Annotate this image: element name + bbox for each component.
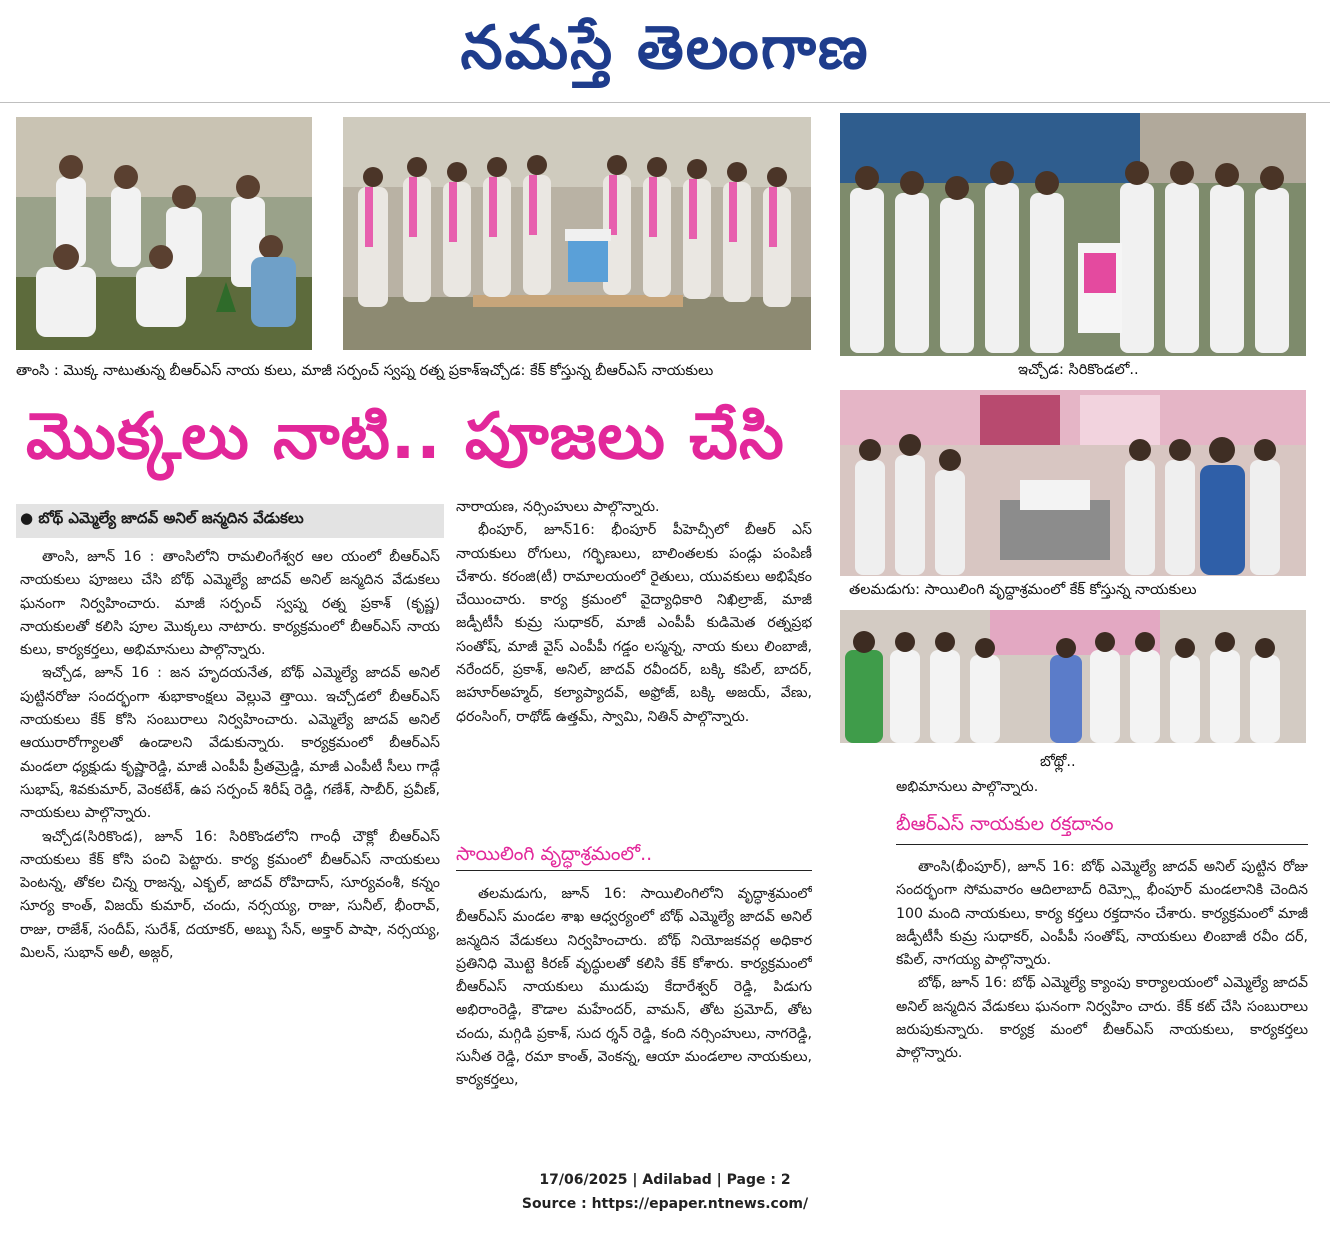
paragraph: తలమడుగు, జూన్ 16: సాయిలింగిలోని వృద్ధాశ్రమంలో బీఆర్ఎస్ మండల శాఖ ఆధ్వర్యంలో బోథ్ ఎమ్మెల్యే జాదవ్ అనిల్ జన్మదిన వేడుకలు నిర్వహించారు. బోథ్ నియోజకవర్గ అధికార ప్రతినిధి మొట్టె కిరణ్ వృద్ధులతో కలిసి కేక్ కోశారు. కార్యక్రమంలో బీఆర్ఎస్ నాయకులు ముడుపు కేదారేశ్వర్ రెడ్డి, పిడుగు అభిరాంరెడ్డి, కౌడాల మహేందర్, వామన్, తోట ప్రమోద్, తోట చందు, మగ్గిడి ప్రకాశ్, సుద ర్శన్ రెడ్డి, కంది నర్సింహులు, నాగరెడ్డి, సునీత రెడ్డి, రమా కాంత్, వెంకన్న, ఆయా మండలాల నాయకులు, కార్యకర్తలు, (456, 886, 812, 1089)
paragraph: ఇచ్చోడ(సిరికొండ), జూన్ 16: సిరికొండలోని గాంధీ చౌక్లో బీఆర్ఎస్ నాయకులు కేక్ కోసి పంచి పెట్టారు. కార్య క్రమంలో బీఆర్ఎస్ నాయకులు పెంటన్న, తోకల చిన్న రాజన్న, ఎక్బల్, జాదవ్ రోహిదాస్, సూర్యవంశీ, కన్నం సూర్య కాంత్, విజయ్ కుమార్, చందు, నర్సయ్య, రాజు, సునీల్, భీంరావ్, రాజు, రాజేశ్, సందీప్, సురేశ్, దయాకర్, అబ్బు సేన్, అక్తార్ పాషా, నర్సయ్య, మిలన్, సుభాన్ అలీ, అజ్గర్, (20, 828, 440, 962)
paragraph: అభిమానులు పాల్గొన్నారు. (896, 779, 1039, 795)
masthead (0, 0, 1330, 100)
subheading-sailingi: సాయిలింగి వృద్ధాశ్రమంలో.. (456, 843, 653, 865)
boath-caption: బోథ్లో.. (1040, 754, 1076, 770)
article-column-3b (896, 856, 1308, 1136)
sirikonda-gathering-photo (840, 113, 1306, 356)
paragraph: భీంపూర్, జూన్16: భీంపూర్ పీహెచ్సీలో బీఆర్ ఎస్ నాయకులు రోగులు, గర్భిణులు, బాలింతలకు పండ్లు పంపిణీ చేశారు. కరంజి(టీ) రామాలయంలో రైతులు, యువకులు అభిషేకం చేయించారు. కార్య క్రమంలో వైద్యాధికారి నిఖిల్రాజ్, మాజీ జడ్పీటీసీ కుమ్ర సుధాకర్, మాజీ ఎంపీపీ కుడిమెత రత్నప్రభ సంతోష్, మాజీ వైస్ ఎంపీపీ గడ్డం లస్మన్న, నాయ కులు లింబాజీ, నరేందర్, ప్రకాశ్, అనిల్, జాదవ్ రవీందర్, బక్కి కపిల్, బాదర్, జహూర్అహ్మద్, కల్యాప్యాదవ్, అఫ్రోజ్, బక్కి అజయ్, వేణు, ధరంసింగ్, రాథోడ్ ఉత్తమ్, స్వామి, నితిన్ పాల్గొన్నారు. (456, 522, 812, 725)
paragraph: బోథ్, జూన్ 16: బోథ్ ఎమ్మెల్యే క్యాంపు కార్యాలయంలో ఎమ్మెల్యే జాదవ్ అనిల్ జన్మదిన వేడుకలు ఘనంగా నిర్వహిం చారు. కేక్ కట్ చేసి సంబురాలు జరుపుకున్నారు. కార్యక్ర మంలో బీఆర్ఎస్ నాయకులు, కార్యకర్తలు పాల్గొన్నారు. (896, 975, 1308, 1062)
talamadugu-caption: తలమడుగు: సాయిలింగి వృద్ధాశ్రమంలో కేక్ కోస్తున్న నాయకులు (849, 582, 1197, 598)
article-column-2a (456, 496, 812, 836)
headline: మొక్కలు నాటి.. పూజలు చేసి (26, 400, 785, 474)
tree-planting-photo (16, 117, 312, 350)
footer-source: Source : https://epaper.ntnews.com/ (521, 1196, 809, 1212)
article-column-2b (456, 883, 812, 1143)
article-column-1 (20, 546, 440, 1146)
sirikonda-caption: ఇచ్చోడ: సిరికొండలో.. (1018, 362, 1139, 378)
footer-date-edition: 17/06/2025 | Adilabad | Page : 2 (539, 1172, 791, 1188)
kicker-text: బోథ్ ఎమ్మెల్యే జాదవ్ అనిల్ జన్మదిన వేడుకలు (38, 509, 304, 527)
paragraph: నారాయణ, నర్సింహులు పాల్గొన్నారు. (456, 499, 660, 515)
boath-office-gathering-photo (840, 610, 1306, 743)
subheading-rule (896, 844, 1308, 845)
bullet-icon: ● (20, 509, 39, 527)
article-column-3a (896, 776, 1308, 799)
kicker (20, 509, 304, 531)
paragraph: ఇచ్చోడ, జూన్ 16 : జన హృదయనేత, బోథ్ ఎమ్మెల్యే జాదవ్ అనిల్ పుట్టినరోజు సందర్భంగా శుభాకాంక్షలు వెల్లువె త్తాయి. ఇచ్చోడలో బీఆర్ఎస్ నాయకులు కేక్ కోసి సంబురాలు నిర్వహించారు. ఎమ్మెల్యే జాదవ్ అనిల్ ఆయురారోగ్యాలతో ఉండాలని వేడుకున్నారు. కార్యక్రమంలో బీఆర్ఎస్ మండలా ధ్యక్షుడు కృష్ణారెడ్డి, మాజీ ఎంపీపీ ప్రీతమ్రెడ్డి, మాజీ ఎంపీటీ సీలు గాడ్గే సుభాష్, శివకుమార్, వెంకటేశ్, ఉప సర్పంచ్ శిరీష్ రెడ్డి, గణేశ్, సాబీర్, ప్రవీణ్, నాయకులు పాల్గొన్నారు. (20, 665, 440, 822)
paragraph: తాంసి(భీంపూర్), జూన్ 16: బోథ్ ఎమ్మెల్యే జాదవ్ అనిల్ పుట్టిన రోజు సందర్భంగా సోమవారం ఆదిలాబాద్ రిమ్స్లో భీంపూర్ మండలానికి చెందిన 100 మంది నాయకులు, కార్య కర్తలు రక్తదానం చేశారు. కార్యక్రమంలో మాజీ జడ్పీటీసీ కుమ్ర సుధాకర్, ఎంపీపీ సంతోష్, నాయకులు లింబాజీ రవీం దర్, కపిల్, నాగయ్య పాల్గొన్నారు. (896, 859, 1308, 969)
newspaper-title: నమస్తే తెలంగాణ (460, 13, 870, 83)
masthead-divider (0, 102, 1330, 103)
paragraph: తాంసి, జూన్ 16 : తాంసిలోని రామలింగేశ్వర ఆల యంలో బీఆర్ఎస్ నాయకులు పూజలు చేసి బోథ్ ఎమ్మెల్యే జాదవ్ అనిల్ జన్మదిన వేడుకలు ఘనంగా నిర్వహించారు. మాజీ సర్పంచ్ స్వప్న రత్న ప్రకాశ్ (కృష్ణ) నాయకులతో కలిసి పూల మొక్కలు నాటారు. కార్యక్రమంలో బీఆర్ఎస్ నాయ కులు, కార్యకర్తలు, అభిమానులు పాల్గొన్నారు. (20, 549, 440, 659)
subheading-rule (456, 870, 812, 871)
subheading-blood-donation: బీఆర్ఎస్ నాయకుల రక్తదానం (896, 813, 1114, 835)
cake-cutting-group-photo (343, 117, 811, 350)
old-age-home-celebration-photo (840, 390, 1306, 576)
top-photos-caption: తాంసి : మొక్క నాటుతున్న బీఆర్ఎస్ నాయ కులు, మాజీ సర్పంచ్ స్వప్న రత్న ప్రకాశ్ఇచ్చోడ: కేక్ కోస్తున్న బీఆర్ఎస్ నాయకులు (16, 363, 714, 379)
